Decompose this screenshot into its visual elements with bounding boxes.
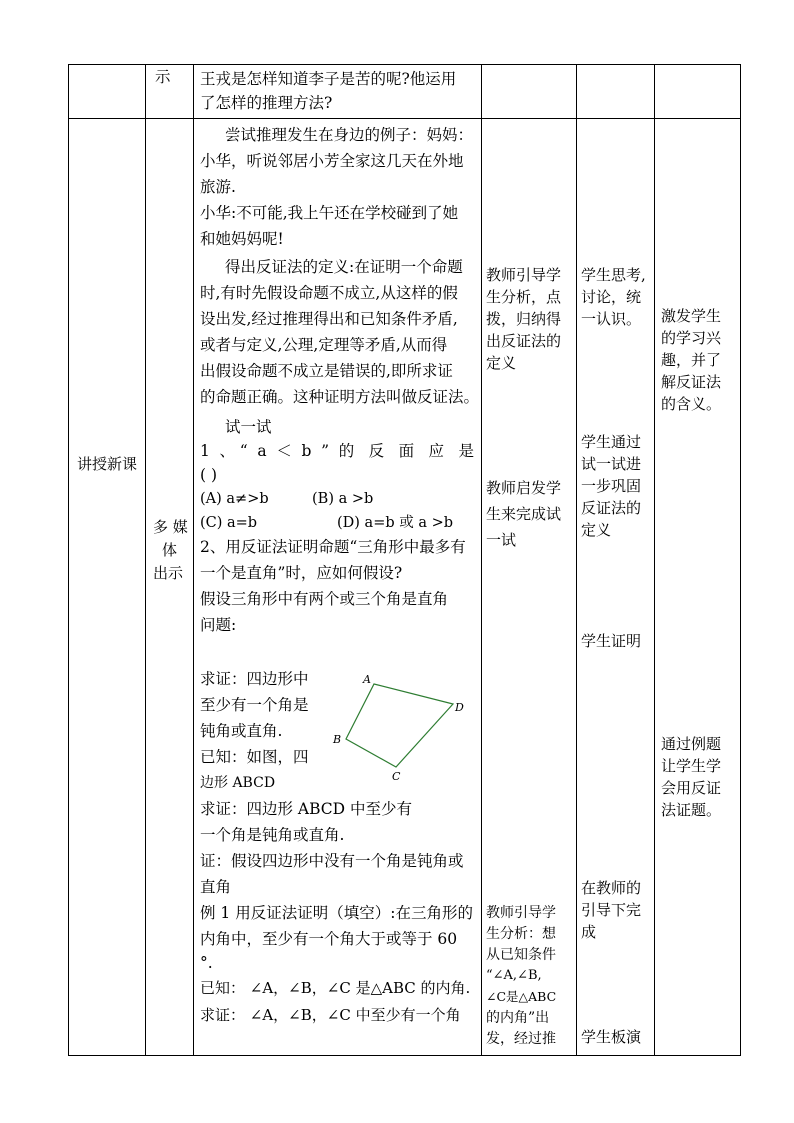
- vertex-label-d: D: [455, 701, 464, 714]
- media-label-line2: 体: [162, 541, 178, 559]
- teacher-block-1-line-1: 教师引导学: [486, 266, 562, 284]
- student-activity-cell: [577, 119, 655, 1056]
- student-block-1-line-3: 一认识。: [581, 310, 642, 328]
- teacher-block-1-line-4: 出反证法的: [486, 332, 562, 350]
- question-1-option-c: (C) a=b: [200, 515, 258, 531]
- quadrilateral-outline: [346, 684, 453, 767]
- question-2-line-1: 2、用反证法证明命题“三角形中最多有: [200, 538, 466, 556]
- question-2-line-2: 一个是直角”时，应如何假设?: [200, 564, 403, 582]
- question-1-option-a: (A) a≠>b: [200, 491, 269, 507]
- example-intro-5: 和她妈妈呢!: [200, 230, 284, 248]
- student-block-5: 学生板演: [581, 1028, 642, 1046]
- purpose-block-1-line-4: 解反证法: [661, 373, 722, 391]
- top-media-cell: [146, 65, 194, 119]
- proof-line-6: 求证：四边形 ABCD 中至少有: [200, 800, 413, 818]
- content-cell: [194, 119, 482, 1056]
- teacher-block-1-line-5: 定义: [486, 354, 517, 372]
- teacher-block-2-line-3: 一试: [486, 531, 517, 549]
- definition-line-2: 时,有时先假设命题不成立,从这样的假: [200, 284, 458, 302]
- purpose-block-1-line-2: 的学习兴: [661, 329, 722, 347]
- teacher-block-3-line-2: 生分析：想: [486, 926, 556, 942]
- teacher-block-3-line-5: ∠C是△ABC: [486, 989, 557, 1004]
- top-purpose-cell: [655, 65, 741, 119]
- purpose-block-2-line-1: 通过例题: [661, 735, 722, 753]
- teacher-block-3-line-7: 发，经过推: [486, 1031, 556, 1047]
- example-1-line-2: 内角中，至少有一个角大于或等于 60: [200, 930, 458, 948]
- purpose-block-2-line-3: 会用反证: [661, 779, 722, 797]
- vertex-label-a: A: [363, 673, 371, 686]
- vertex-label-b: B: [333, 733, 342, 746]
- example-intro-3: 旅游.: [200, 178, 236, 196]
- section-label: 讲授新课: [77, 455, 138, 473]
- question-1-option-d: (D) a=b 或 a >b: [337, 515, 454, 531]
- teacher-block-3-line-1: 教师引导学: [486, 905, 556, 921]
- definition-line-1: 得出反证法的定义:在证明一个命题: [225, 258, 463, 276]
- teacher-block-3-line-3: 从已知条件: [486, 947, 556, 963]
- media-label-tail: 示: [155, 68, 171, 86]
- example-1-line-3: °.: [200, 954, 213, 972]
- purpose-block-2-line-2: 让学生学: [661, 757, 722, 775]
- student-block-3: 学生证明: [581, 632, 642, 650]
- question-1-option-b: (B) a >b: [312, 491, 374, 507]
- example-1-prove: 求证： ∠A，∠B，∠C 中至少有一个角: [200, 1006, 461, 1024]
- definition-line-4: 或者与定义,公理,定理等矛盾,从而得: [200, 336, 448, 354]
- definition-line-3: 设出发,经过推理得出和已知条件矛盾,: [200, 310, 458, 328]
- example-1-given: 已知： ∠A，∠B，∠C 是△ABC 的内角.: [200, 979, 471, 997]
- student-block-4-line-3: 成: [581, 923, 597, 941]
- proof-line-4: 已知：如图，四: [200, 748, 309, 766]
- proof-line-3: 钝角或直角.: [200, 722, 283, 740]
- teacher-block-3-line-4: “∠A,∠B,: [486, 968, 542, 983]
- purpose-block-1-line-3: 趣，并了: [661, 351, 722, 369]
- proof-line-1: 求证：四边形中: [200, 670, 309, 688]
- example-1-line-1: 例 1 用反证法证明（填空）:在三角形的: [200, 904, 473, 922]
- question-line-2: 了怎样的推理方法?: [200, 94, 333, 112]
- student-block-1-line-1: 学生思考,: [581, 266, 646, 284]
- question-line-1: 王戎是怎样知道李子是苦的呢?他运用: [200, 70, 457, 88]
- teacher-block-2-line-1: 教师启发学: [486, 479, 562, 497]
- teacher-block-1-line-3: 拨，归纳得: [486, 310, 562, 328]
- question-1-stem: 1 、“ a ＜ b ” 的 反 面 应 是: [200, 442, 474, 460]
- top-section-cell: [69, 65, 146, 119]
- student-block-4-line-2: 引导下完: [581, 901, 642, 919]
- example-intro-2: 小华，听说邻居小芳全家这几天在外地: [200, 152, 464, 170]
- top-teacher-cell: [482, 65, 577, 119]
- teacher-activity-cell: [482, 119, 577, 1056]
- purpose-cell: [655, 119, 741, 1056]
- question-2-answer-2: 问题:: [200, 616, 237, 634]
- question-2-answer-1: 假设三角形中有两个或三个角是直角: [200, 590, 449, 608]
- quadrilateral-abcd-figure: [320, 671, 470, 781]
- student-block-1-line-2: 讨论，统: [581, 288, 642, 306]
- purpose-block-1-line-5: 的含义。: [661, 395, 722, 413]
- teacher-block-3-line-6: 的内角”出: [486, 1010, 550, 1026]
- vertex-label-c: C: [392, 770, 401, 781]
- top-student-cell: [577, 65, 655, 119]
- student-block-2-line-4: 反证法的: [581, 499, 642, 517]
- lesson-plan-table: [68, 64, 741, 1056]
- proof-line-9: 直角: [200, 878, 232, 896]
- media-cell: [146, 119, 194, 1056]
- media-label-line3: 出示: [153, 564, 184, 582]
- question-1-blank: ( ): [200, 466, 218, 484]
- table-row-top: [69, 65, 741, 119]
- proof-line-2: 至少有一个角是: [200, 696, 309, 714]
- purpose-block-1-line-1: 激发学生: [661, 307, 722, 325]
- section-cell: [69, 119, 146, 1056]
- top-content-cell: [194, 65, 482, 119]
- student-block-2-line-1: 学生通过: [581, 433, 642, 451]
- example-intro-1: 尝试推理发生在身边的例子：妈妈：: [225, 126, 474, 144]
- definition-line-6: 的命题正确。这种证明方法叫做反证法。: [200, 388, 480, 406]
- table-row-main: [69, 119, 741, 1056]
- proof-line-8: 证：假设四边形中没有一个角是钝角或: [200, 852, 464, 870]
- student-block-2-line-2: 试一试进: [581, 455, 642, 473]
- example-intro-4: 小华:不可能,我上午还在学校碰到了她: [200, 204, 459, 222]
- student-block-2-line-3: 一步巩固: [581, 477, 642, 495]
- proof-line-5: 边形 ABCD: [200, 775, 276, 791]
- media-label-line1: 多 媒: [153, 518, 188, 536]
- teacher-block-2-line-2: 生来完成试: [486, 505, 562, 523]
- proof-line-7: 一个角是钝角或直角.: [200, 826, 345, 844]
- purpose-block-2-line-4: 法证题。: [661, 801, 722, 819]
- student-block-2-line-5: 定义: [581, 521, 612, 539]
- teacher-block-1-line-2: 生分析，点: [486, 288, 562, 306]
- try-title: 试一试: [225, 418, 272, 436]
- student-block-4-line-1: 在教师的: [581, 879, 642, 897]
- definition-line-5: 出假设命题不成立是错误的,即所求证: [200, 362, 453, 380]
